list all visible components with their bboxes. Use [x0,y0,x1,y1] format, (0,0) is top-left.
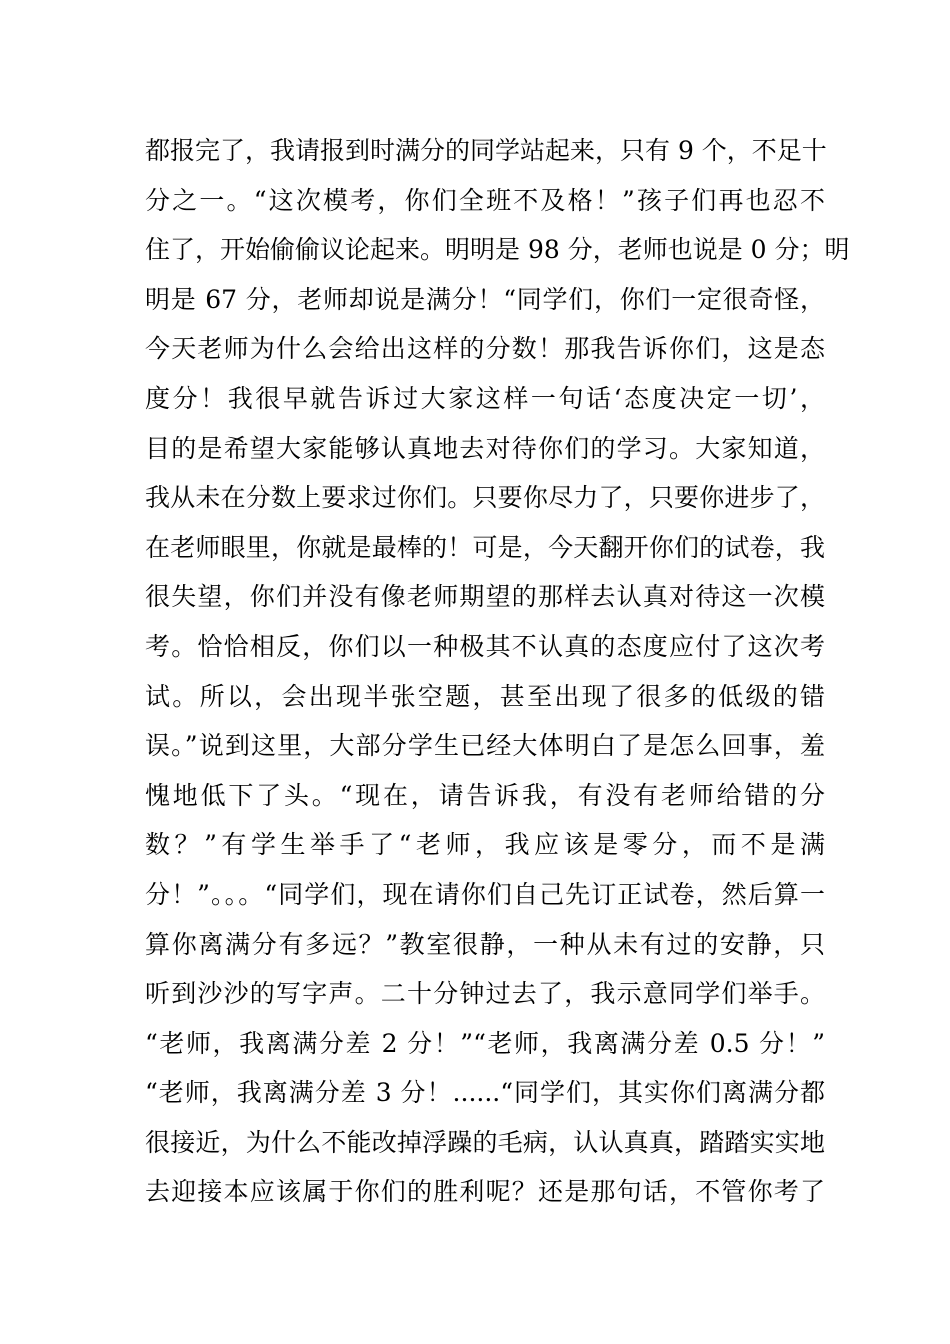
text-line: 去迎接本应该属于你们的胜利呢？还是那句话，不管你考了 [145,1177,825,1207]
text-line: 很接近，为什么不能改掉浮躁的毛病，认认真真，踏踏实实地 [145,1127,825,1157]
text-line: 算你离满分有多远？”教室很静，一种从未有过的安静，只 [145,929,825,959]
text-line: 误。”说到这里，大部分学生已经大体明白了是怎么回事，羞 [145,731,825,761]
text-line: “老师，我离满分差 3 分！......“同学们，其实你们离满分都 [145,1078,825,1108]
text-line: 我从未在分数上要求过你们。只要你尽力了，只要你进步了， [145,483,825,513]
text-line: 今天老师为什么会给出这样的分数！那我告诉你们，这是态 [145,334,825,364]
text-line: 在老师眼里，你就是最棒的！可是，今天翻开你们的试卷，我 [145,532,825,562]
text-line: 试。所以，会出现半张空题，甚至出现了很多的低级的错 [145,681,825,711]
text-line: 度分！我很早就告诉过大家这样一句话‘态度决定一切’， [145,383,825,413]
text-line: 住了，开始偷偷议论起来。明明是 98 分，老师也说是 0 分；明 [145,235,850,265]
text-line: 目的是希望大家能够认真地去对待你们的学习。大家知道， [145,433,825,463]
text-line: 分之一。“这次模考，你们全班不及格！”孩子们再也忍不 [145,185,825,215]
text-line: 分！”。。。“同学们，现在请你们自己先订正试卷，然后算一 [145,879,825,909]
text-line: 很失望，你们并没有像老师期望的那样去认真对待这一次模 [145,582,825,612]
body-text [145,126,850,1217]
text-line: 愧地低下了头。“现在，请告诉我，有没有老师给错的分 [145,780,825,810]
text-line: 数？”有学生举手了“老师，我应该是零分，而不是满 [145,830,825,860]
text-line: 明是 67 分，老师却说是满分！“同学们，你们一定很奇怪， [145,284,825,314]
text-line: 考。恰恰相反，你们以一种极其不认真的态度应付了这次考 [145,631,825,661]
text-line: 都报完了，我请报到时满分的同学站起来，只有 9 个，不足十 [145,136,827,165]
text-line: 听到沙沙的写字声。二十分钟过去了，我示意同学们举手。 [145,979,825,1009]
text-line: “老师，我离满分差 2 分！”“老师，我离满分差 0.5 分！” [145,1028,825,1058]
